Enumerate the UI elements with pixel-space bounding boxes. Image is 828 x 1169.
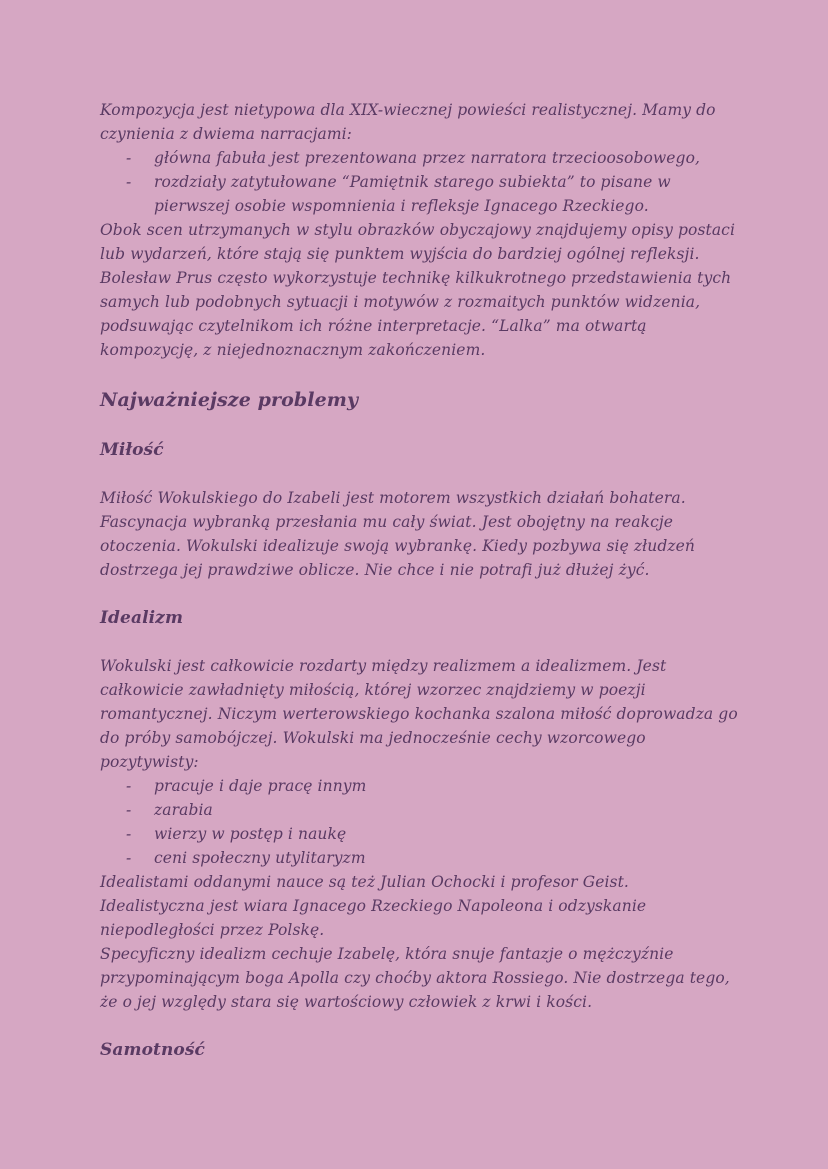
intro-bullet-1: - główna fabuła jest prezentowana przez narratora trzecioosobowego,	[100, 146, 740, 170]
love-paragraph: Miłość Wokulskiego do Izabeli jest motorem wszystkich działań bohatera. Fascynacja wybranką przesłania mu cały świat. Jest obojętny na reakcje otoczenia. Wokulski idealizuje swoją wybrankę. Kiedy pozbywa się złudzeń dostrzega jej prawdziwe oblicze. Nie chce i nie potrafi już dłużej żyć.	[100, 489, 695, 579]
document-page	[100, 98, 740, 1062]
idealism-paragraph-4: Specyficzny idealizm cechuje Izabelę, która snuje fantazje o mężczyźnie przypominającym boga Apolla czy choćby aktora Rossiego. Nie dostrzega tego, że o jej względy stara się wartościowy człowiek z krwi i kości.	[100, 945, 730, 1011]
intro-bullet-2: - rozdziały zatytułowane “Pamiętnik starego subiekta” to pisane w pierwszej osobie wspomnienia i refleksje Ignacego Rzeckiego.	[100, 170, 740, 218]
idealism-bullet-4: - ceni społeczny utylitaryzm	[100, 846, 740, 870]
idealism-bullet-list	[100, 774, 740, 870]
idealism-bullet-1: - pracuje i daje pracę innym	[100, 774, 740, 798]
idealism-paragraph-1: Wokulski jest całkowicie rozdarty między realizmem a idealizmem. Jest całkowicie zawładnięty miłością, której wzorzec znajdziemy w poezji romantycznej. Niczym werterowskiego kochanka szalona miłość doprowadza go do próby samobójczej. Wokulski ma jednocześnie cechy wzorcowego pozytywisty:	[100, 657, 738, 771]
idealism-heading: Idealizm	[100, 608, 184, 628]
love-heading: Miłość	[100, 440, 164, 460]
idealism-bullet-2: - zarabia	[100, 798, 740, 822]
idealism-bullet-3: - wierzy w postęp i naukę	[100, 822, 740, 846]
idealism-paragraph-2: Idealistami oddanymi nauce są też Julian Ochocki i profesor Geist.	[100, 873, 629, 891]
idealism-paragraph-3: Idealistyczna jest wiara Ignacego Rzeckiego Napoleona i odzyskanie niepodległości przez Polskę.	[100, 897, 647, 939]
intro-bullet-list	[100, 146, 740, 218]
problems-heading: Najważniejsze problemy	[100, 389, 359, 411]
loneliness-heading: Samotność	[100, 1040, 205, 1060]
composition-paragraph: Obok scen utrzymanych w stylu obrazków obyczajowy znajdujemy opisy postaci lub wydarzeń, które stają się punktem wyjścia do bardziej ogólnej refleksji. Bolesław Prus często wykorzystuje technikę kilkukrotnego przedstawienia tych samych lub podobnych sytuacji i motywów z rozmaitych punktów widzenia, podsuwając czytelnikom ich różne interpretacje. “Lalka” ma otwartą kompozycję, z niejednoznacznym zakończeniem.	[100, 221, 736, 359]
intro-paragraph: Kompozycja jest nietypowa dla XIX-wiecznej powieści realistycznej. Mamy do czynienia z dwiema narracjami:	[100, 101, 716, 143]
